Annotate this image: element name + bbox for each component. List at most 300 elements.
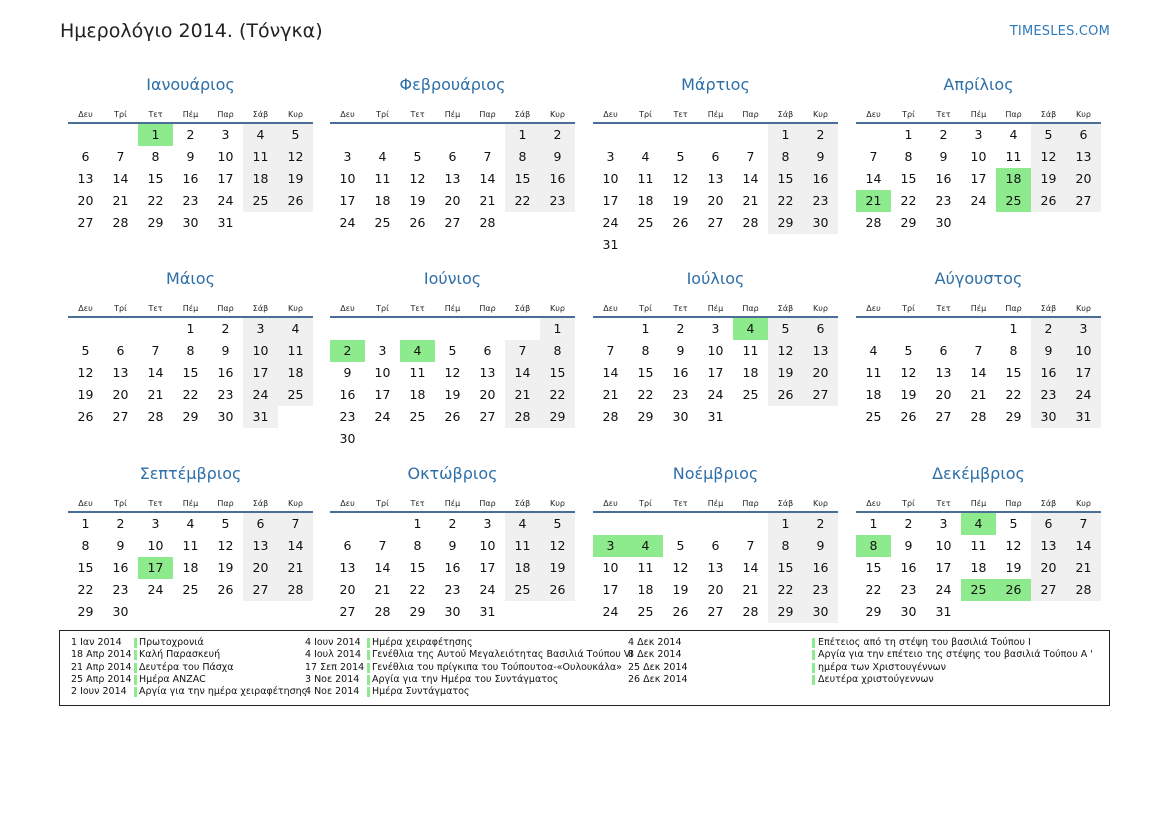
holiday-name: Ημέρα Συντάγματος [372,686,470,698]
calendar-day: 4 [378,149,387,164]
calendar-day: 21 [742,193,759,208]
legend-column [305,637,635,698]
holiday-name: Γενέθλια της Αυτού Μεγαλειότητας Βασιλιά Τούπου VI [372,649,634,661]
empty-day [540,601,575,623]
holiday-marker [134,687,137,697]
calendar-day: 17 [339,193,356,208]
weekday-label: Δευ [603,110,618,119]
calendar-day: 18 [409,387,426,402]
legend-item [628,637,1103,649]
empty-day [435,428,470,450]
calendar-day: 26 [77,409,94,424]
calendar-day: 2 [221,321,230,336]
calendar-day: 3 [243,318,278,340]
calendar-day: 9 [803,535,838,557]
calendar-day: 11 [374,171,391,186]
holiday-name: Δευτέρα του Πάσχα [139,661,234,673]
calendar-day: 26 [444,409,461,424]
calendar-day: 21 [602,387,619,402]
calendar-day: 29 [1005,409,1022,424]
empty-day [470,428,505,450]
week-row [330,384,575,406]
calendar-day: 2 [1031,318,1066,340]
calendar-day: 22 [1005,387,1022,402]
calendar-day: 30 [672,409,689,424]
week-row [856,579,1101,601]
holiday-day: 3 [593,535,628,557]
calendar-day: 23 [217,387,234,402]
calendar-day: 11 [243,146,278,168]
week-row [68,168,313,190]
weekday-label: Κυρ [550,304,565,313]
holiday-date: 17 Σεπ 2014 [305,661,365,673]
calendar-day: 11 [1005,149,1022,164]
weekday-label: Τρί [114,110,127,119]
calendar-day: 27 [243,579,278,601]
calendar-day: 6 [116,343,125,358]
holiday-date: 4 Ιουλ 2014 [305,649,361,661]
calendar-day: 15 [77,560,94,575]
month-name: Ιανουάριος [146,75,235,94]
calendar-day: 8 [413,538,422,553]
calendar-day: 19 [900,387,917,402]
empty-day [435,124,470,146]
calendar-day: 1 [1009,321,1018,336]
empty-day [505,318,540,340]
calendar-day: 27 [77,215,94,230]
calendar-day: 14 [970,365,987,380]
empty-day [768,234,803,256]
weekday-label: Παρ [742,110,759,119]
calendar-day: 7 [378,538,387,553]
empty-day [996,212,1031,234]
week-row [330,362,575,384]
calendar-day: 8 [641,343,650,358]
calendar-day: 27 [707,215,724,230]
calendar-day: 15 [540,362,575,384]
calendar-day: 18 [243,168,278,190]
calendar-day: 31 [935,604,952,619]
empty-day [330,513,365,535]
calendar-day: 30 [935,215,952,230]
empty-day [68,124,103,146]
weekday-header [330,490,575,513]
empty-day [1031,601,1066,623]
calendar-day: 26 [217,582,234,597]
month-name: Δεκέμβριος [932,464,1025,483]
calendar-day: 3 [606,149,615,164]
week-row [593,513,838,535]
calendar-day: 1 [904,127,913,142]
calendar-day: 9 [186,149,195,164]
calendar-day: 11 [278,340,313,362]
calendar-day: 27 [707,604,724,619]
holiday-marker [134,663,137,673]
empty-day [961,601,996,623]
calendar-day: 22 [182,387,199,402]
weekday-label: Δευ [866,110,881,119]
weekday-label: Τετ [673,304,688,313]
legend-column [628,637,1103,686]
month-name: Νοέμβριος [672,464,759,483]
weekday-label: Πέμ [970,110,987,119]
calendar-day: 6 [939,343,948,358]
holiday-day: 18 [996,168,1031,190]
weekday-label: Δευ [866,499,881,508]
calendar-day: 15 [637,365,654,380]
legend-item [628,674,1103,686]
weekday-label: Παρ [217,110,234,119]
calendar-day: 9 [676,343,685,358]
weekday-label: Τρί [376,110,389,119]
weekday-label: Παρ [217,499,234,508]
week-row [330,406,575,428]
calendar-day: 6 [448,149,457,164]
holiday-day: 4 [733,318,768,340]
calendar-day: 9 [116,538,125,553]
empty-day [470,124,505,146]
week-row [68,212,313,234]
calendar-day: 10 [602,171,619,186]
weekday-header [593,490,838,513]
legend-item [305,637,635,649]
holiday-day: 1 [138,124,173,146]
calendar-day: 10 [217,149,234,164]
calendar-day: 9 [540,146,575,168]
empty-day [891,318,926,340]
calendar-day: 20 [803,362,838,384]
week-row [68,362,313,384]
calendar-day: 25 [243,190,278,212]
calendar-day: 22 [768,190,803,212]
weekday-label: Σάβ [1040,304,1057,313]
empty-day [208,601,243,623]
calendar-day: 13 [1066,146,1101,168]
calendar-day: 6 [343,538,352,553]
calendar-day: 23 [803,190,838,212]
weekday-label: Σάβ [777,110,794,119]
calendar-day: 28 [505,406,540,428]
empty-day [540,212,575,234]
weekday-label: Παρ [479,110,496,119]
calendar-day: 13 [243,535,278,557]
calendar-day: 25 [505,579,540,601]
calendar-day: 27 [479,409,496,424]
week-row [856,146,1101,168]
calendar-day: 18 [970,560,987,575]
calendar-day: 12 [278,146,313,168]
weekday-label: Σάβ [514,499,531,508]
calendar-day: 12 [77,365,94,380]
calendar-day: 22 [768,579,803,601]
empty-day [593,124,628,146]
calendar-day: 6 [81,149,90,164]
empty-day [103,124,138,146]
calendar-day: 22 [865,582,882,597]
calendar-day: 8 [81,538,90,553]
calendar-day: 8 [1009,343,1018,358]
weekday-label: Παρ [1005,499,1022,508]
calendar-day: 31 [602,237,619,252]
calendar-day: 8 [505,146,540,168]
holiday-marker [367,687,370,697]
week-row [330,428,575,450]
month-calendar [68,463,313,623]
calendar-day: 16 [900,560,917,575]
calendar-day: 4 [278,318,313,340]
holiday-marker [134,675,137,685]
calendar-day: 29 [147,215,164,230]
empty-day [400,428,435,450]
empty-day [278,601,313,623]
calendar-day: 2 [939,127,948,142]
calendar-day: 23 [182,193,199,208]
holiday-marker [134,650,137,660]
weekday-label: Πέμ [444,110,461,119]
holiday-name: Πρωτοχρονιά [139,637,204,648]
calendar-day: 20 [1031,557,1066,579]
calendar-day: 20 [707,582,724,597]
calendar-day: 31 [217,215,234,230]
calendar-day: 19 [1005,560,1022,575]
week-row [593,318,838,340]
weekday-label: Παρ [217,304,234,313]
weekday-label: Κυρ [813,110,828,119]
calendar-day: 9 [448,538,457,553]
weekday-header [68,101,313,124]
calendar-day: 17 [707,365,724,380]
empty-day [365,428,400,450]
calendar-day: 21 [479,193,496,208]
calendar-day: 28 [865,215,882,230]
weekday-label: Πέμ [707,499,724,508]
calendar-day: 27 [339,604,356,619]
week-row [68,513,313,535]
calendar-day: 10 [970,149,987,164]
week-row [68,146,313,168]
calendar-day: 8 [540,340,575,362]
empty-day [733,234,768,256]
weekday-label: Σάβ [777,499,794,508]
empty-day [733,406,768,428]
month-calendar [330,74,575,234]
empty-day [663,234,698,256]
calendar-day: 10 [707,343,724,358]
week-row [593,234,838,256]
calendar-day: 5 [448,343,457,358]
calendar-day: 6 [1031,513,1066,535]
empty-day [1066,212,1101,234]
empty-day [1066,601,1101,623]
calendar-day: 11 [970,538,987,553]
calendar-day: 11 [637,560,654,575]
calendar-day: 3 [343,149,352,164]
empty-day [470,318,505,340]
calendar-day: 30 [444,604,461,619]
holiday-day: 4 [400,340,435,362]
weekday-label: Πέμ [707,304,724,313]
calendar-day: 5 [1009,516,1018,531]
calendar-day: 15 [768,557,803,579]
calendar-day: 1 [186,321,195,336]
calendar-day: 21 [147,387,164,402]
calendar-day: 15 [865,560,882,575]
calendar-day: 29 [768,601,803,623]
calendar-day: 13 [1031,535,1066,557]
site-link[interactable]: TIMESLES.COM [1009,24,1110,39]
calendar-day: 6 [1066,124,1101,146]
calendar-day: 2 [540,124,575,146]
weekday-label: Παρ [742,304,759,313]
holiday-name: Επέτειος από τη στέψη του βασιλιά Τούπου Ι [818,637,1031,648]
empty-day [173,601,208,623]
holiday-day: 21 [856,190,891,212]
month-calendar [856,463,1101,623]
calendar-day: 19 [672,193,689,208]
empty-day [505,601,540,623]
calendar-day: 4 [505,513,540,535]
calendar-day: 11 [182,538,199,553]
calendar-day: 1 [869,516,878,531]
calendar-day: 17 [217,171,234,186]
holiday-marker [812,650,815,660]
calendar-day: 9 [343,365,352,380]
calendar-day: 24 [217,193,234,208]
week-row [330,535,575,557]
weekday-label: Πέμ [970,304,987,313]
weekday-header [68,490,313,513]
empty-day [961,318,996,340]
holiday-day: 4 [961,513,996,535]
holiday-day: 25 [996,190,1031,212]
week-row [593,579,838,601]
calendar-day: 25 [637,604,654,619]
empty-day [278,406,313,428]
weekday-label: Σάβ [252,499,269,508]
calendar-day: 20 [707,193,724,208]
week-row [593,212,838,234]
calendar-day: 25 [374,215,391,230]
calendar-day: 7 [1066,513,1101,535]
calendar-day: 30 [900,604,917,619]
calendar-day: 23 [1031,384,1066,406]
week-row [330,124,575,146]
calendar-day: 28 [742,215,759,230]
calendar-day: 14 [112,171,129,186]
calendar-day: 25 [865,409,882,424]
week-row [330,168,575,190]
empty-day [278,212,313,234]
calendar-day: 9 [1031,340,1066,362]
calendar-day: 22 [540,384,575,406]
weekday-label: Τρί [639,110,652,119]
calendar-day: 6 [803,318,838,340]
month-name: Ιούλιος [686,269,745,288]
weekday-label: Τρί [639,499,652,508]
calendar-day: 16 [444,560,461,575]
calendar-day: 19 [672,582,689,597]
legend-item [305,662,635,674]
calendar-day: 3 [221,127,230,142]
week-row [593,557,838,579]
calendar-day: 24 [1066,384,1101,406]
calendar-day: 29 [637,409,654,424]
calendar-day: 19 [217,560,234,575]
calendar-day: 28 [147,409,164,424]
empty-day [365,513,400,535]
week-row [330,579,575,601]
calendar-day: 5 [221,516,230,531]
calendar-day: 12 [1031,146,1066,168]
calendar-day: 12 [768,340,803,362]
empty-day [733,124,768,146]
holiday-marker [367,650,370,660]
calendar-day: 9 [904,538,913,553]
calendar-day: 4 [186,516,195,531]
calendar-day: 25 [182,582,199,597]
week-row [68,557,313,579]
calendar-day: 23 [935,193,952,208]
calendar-day: 1 [768,513,803,535]
holiday-name: Αργία για την Ημέρα του Συντάγματος [372,673,559,685]
week-row [68,124,313,146]
calendar-day: 7 [151,343,160,358]
weekday-label: Τετ [410,110,425,119]
calendar-day: 24 [147,582,164,597]
weekday-label: Κυρ [1076,304,1091,313]
calendar-day: 5 [1031,124,1066,146]
weekday-label: Τετ [410,304,425,313]
week-row [330,146,575,168]
weekday-label: Τρί [114,304,127,313]
month-calendar [856,74,1101,234]
calendar-day: 19 [768,362,803,384]
holiday-date: 4 Ιουν 2014 [305,637,361,648]
holiday-marker [367,663,370,673]
weekday-header [856,101,1101,124]
calendar-day: 23 [444,582,461,597]
calendar-day: 11 [637,171,654,186]
week-row [68,535,313,557]
week-row [593,168,838,190]
weekday-header [593,101,838,124]
calendar-day: 18 [637,193,654,208]
calendar-day: 12 [672,171,689,186]
holiday-marker [812,638,815,648]
holiday-date: 8 Δεκ 2014 [628,649,682,661]
weekday-label: Τετ [936,304,951,313]
calendar-day: 9 [939,149,948,164]
calendar-day: 28 [112,215,129,230]
calendar-day: 14 [602,365,619,380]
calendar-day: 23 [672,387,689,402]
week-row [856,318,1101,340]
calendar-day: 19 [278,168,313,190]
calendar-day: 1 [81,516,90,531]
empty-day [330,124,365,146]
calendar-day: 20 [112,387,129,402]
weekday-label: Κυρ [288,110,303,119]
calendar-day: 31 [707,409,724,424]
calendar-day: 7 [483,149,492,164]
weekday-label: Τρί [114,499,127,508]
calendar-day: 17 [479,560,496,575]
calendar-day: 22 [637,387,654,402]
calendar-day: 26 [672,215,689,230]
empty-day [243,212,278,234]
calendar-day: 14 [1066,535,1101,557]
calendar-day: 8 [768,146,803,168]
